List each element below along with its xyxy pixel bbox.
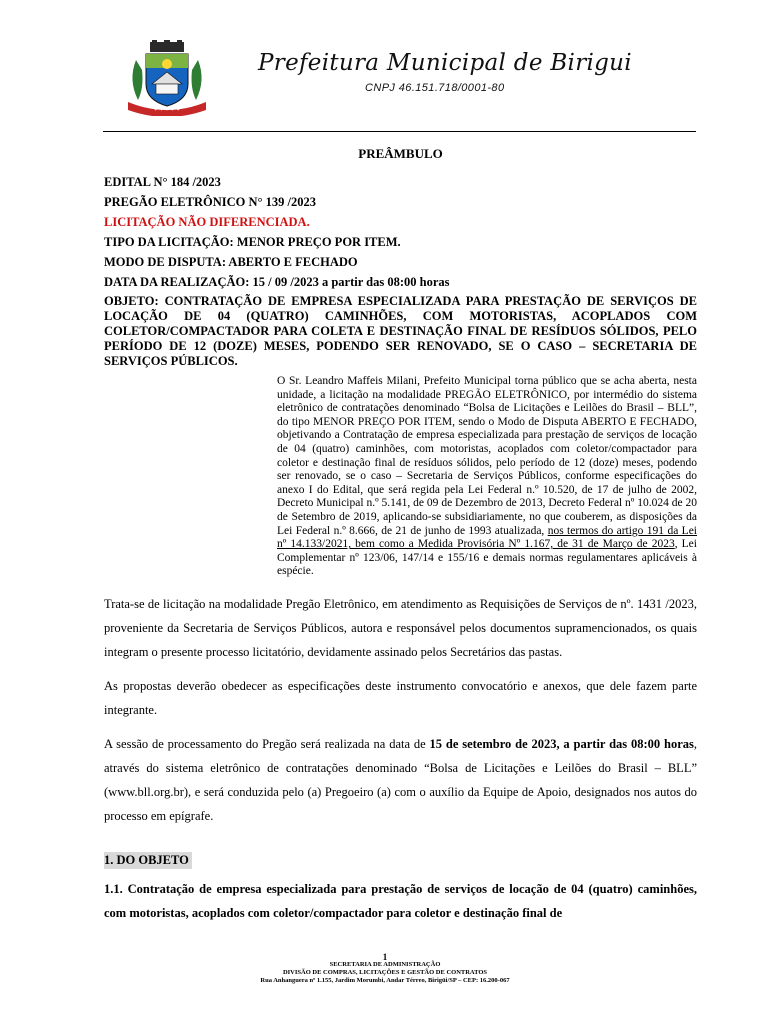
header-divider [103, 131, 696, 132]
footer-division: DIVISÃO DE COMPRAS, LICITAÇÕES E GESTÃO DE CONTRATOS [282, 969, 488, 976]
page-number: 1 [382, 952, 388, 962]
data-realizacao: DATA DA REALIZAÇÃO: 15 / 09 /2023 a partir das 08:00 horas [104, 275, 450, 289]
mayor-announcement-text: O Sr. Leandro Maffeis Milani, Prefeito Municipal torna público que se acha aberta, nesta unidade, a licitação na modalidade PREGÃO ELETRÔNICO, por intermédio do sistema eletrônico de contratações denominado “Bolsa de Licitações e Leilões do Brasil – BLL”, do tipo MENOR PREÇO POR ITEM, sendo o Modo de Disputa ABERTO E FECHADO, objetivando a Contratação de empresa especializada para prestação de serviços de locação de 04 (quatro) caminhões, com motoristas, acoplados com coletor/compactador para coletor e destinação final de resíduos sólidos, pelo período de 12 (doze) meses, podendo ser renovado, se o caso – Secretaria de Serviços Públicos, conforme especificações do anexo I do Edital, que será regida pela Lei Federal n.º 10.520, de 17 de julho de 2002, Decreto Municipal n.º 5.141, de 09 de Dezembro de 2013, Decreto Federal nº 10.024 de 20 de Setembro de 2019, aplicando-se subsidiariamente, no que couberem, as disposições da Lei Federal n.º 8.666, de 21 de junho de 1993 atualizada, [277, 375, 697, 537]
licitacao-type-notice: LICITAÇÃO NÃO DIFERENCIADA. [104, 215, 310, 229]
legal-reference-underlined: nos termos do artigo 191 da Lei nº 14.133/2021, bem como a Medida Provisória Nº 1.167, de 31 de Março de 2023 [277, 524, 697, 551]
preamble-heading: PREÂMBULO [358, 146, 443, 161]
municipal-crest-icon [122, 40, 212, 116]
paragraph-requisicoes: Trata-se de licitação na modalidade Pregão Eletrônico, em atendimento as Requisições de Serviços de nº. 1431 /2023, proveniente da Secretaria de Serviços Públicos, autora e responsável pelos documentos supramencionados, os quais integram o presente processo licitatório, devidamente assinado pelos Secretários das pastas. [104, 596, 697, 659]
footer-address: Rua Anhanguera nº 1.155, Jardim Morumbi, Andar Térreo, Birigüi/SP – CEP: 16.200-067 [260, 977, 510, 984]
modo-disputa: MODO DE DISPUTA: ABERTO E FECHADO [104, 255, 358, 269]
document-body [104, 146, 697, 925]
pregao-number: PREGÃO ELETRÔNICO N° 139 /2023 [104, 195, 316, 209]
mayor-announcement [277, 375, 697, 579]
objeto-paragraph: OBJETO: CONTRATAÇÃO DE EMPRESA ESPECIALIZADA PARA PRESTAÇÃO DE SERVIÇOS DE LOCAÇÃO DE 04 (QUATRO) CAMINHÕES, COM MOTORISTAS, ACOPLADOS COM COLETOR/COMPACTADOR PARA COLETA E DESTINAÇÃO FINAL DE RESÍDUOS SÓLIDOS, PELO PERÍODO DE 12 (DOZE) MESES, PODENDO SER RENOVADO, SE O CASO – SECRETARIA DE SERVIÇOS PÚBLICOS. [104, 294, 697, 368]
document-footer [0, 953, 770, 985]
tipo-licitacao: TIPO DA LICITAÇÃO: MENOR PREÇO POR ITEM. [104, 235, 401, 249]
edital-number: EDITAL N° 184 /2023 [104, 175, 221, 189]
footer-department: SECRETARIA DE ADMINISTRAÇÃO [329, 961, 441, 968]
document-header [0, 0, 770, 135]
svg-text:✦ ✦ ✦ ✦ ✦: ✦ ✦ ✦ ✦ ✦ [153, 107, 181, 113]
section-heading-objeto: 1. DO OBJETO [104, 852, 192, 869]
paragraph-sessao [104, 732, 697, 828]
paragraph-propostas: As propostas deverão obedecer as especificações deste instrumento convocatório e anexos, que dele fazem parte integrante. [104, 678, 697, 717]
sessao-text-end: , através do sistema eletrônico de contratações denominado “Bolsa de Licitações e Leilões do Brasil – BLL” (www.bll.org.br), e será conduzida pelo (a) Pregoeiro (a) com o auxílio da Equipe de Apoio, designados nos autos do processo em epígrafe. [104, 736, 697, 823]
mayor-announcement-tail: , Lei Complementar nº 123/06, 147/14 e 155/16 e demais normas regulamentares aplicáveis à espécie. [277, 538, 697, 578]
sessao-text-start: A sessão de processamento do Pregão será realizada na data de [104, 736, 430, 751]
subsection-1-1: 1.1. Contratação de empresa especializada para prestação de serviços de locação de 04 (quatro) caminhões, com motoristas, acoplados com coletor/compactador para coletor e destinação final de [104, 881, 697, 920]
cnpj-number: CNPJ 46.151.718/0001-80 [365, 82, 505, 94]
city-hall-title: Prefeitura Municipal de Birigui [258, 50, 632, 76]
sessao-date-bold: 15 de setembro de 2023, a partir das 08:00 horas [429, 736, 694, 751]
